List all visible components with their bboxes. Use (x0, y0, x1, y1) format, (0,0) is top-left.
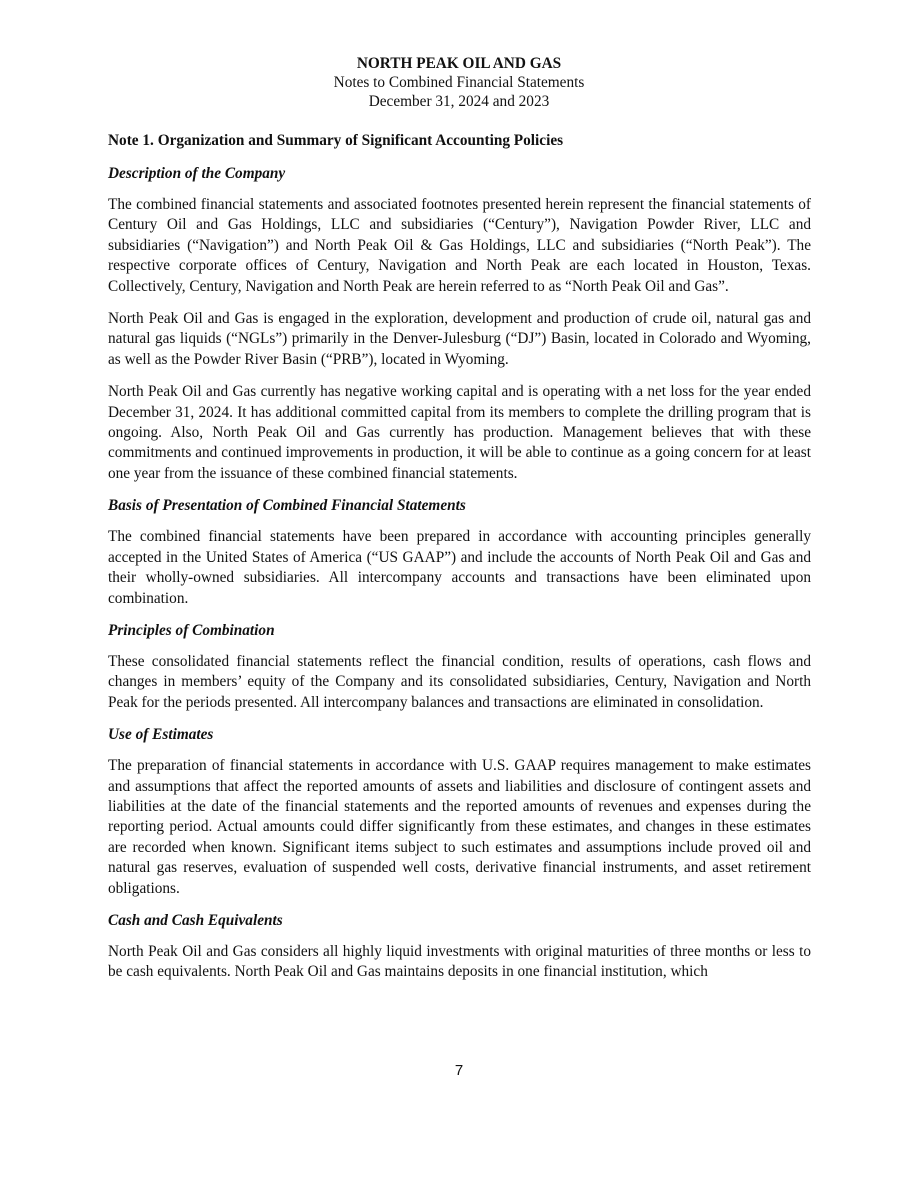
document-header (0, 54, 918, 111)
description-paragraph-3: North Peak Oil and Gas currently has negative working capital and is operating with a net loss for the year ended December 31, 2024. It has additional committed capital from its members to complete the drilling program that is ongoing. Also, North Peak Oil and Gas currently has production. Management believes that with these commitments and continued improvements in production, it will be able to continue as a going concern for at least one year from the issuance of these combined financial statements. (108, 383, 811, 482)
description-paragraph-2: North Peak Oil and Gas is engaged in the exploration, development and production of crude oil, natural gas and natural gas liquids (“NGLs”) primarily in the Denver-Julesburg (“DJ”) Basin, located in Colorado and Wyoming, as well as the Powder River Basin (“PRB”), located in Wyoming. (108, 310, 811, 368)
note-title: Note 1. Organization and Summary of Significant Accounting Policies (108, 132, 564, 149)
reporting-period: December 31, 2024 and 2023 (368, 93, 550, 110)
section-heading-description: Description of the Company (108, 165, 286, 182)
basis-paragraph: The combined financial statements have been prepared in accordance with accounting principles generally accepted in the United States of America (“US GAAP”) and include the accounts of North Peak Oil and Gas and their wholly-owned subsidiaries. All intercompany accounts and transactions have been eliminated upon combination. (108, 528, 811, 607)
section-heading-principles: Principles of Combination (108, 621, 275, 639)
document-subtitle: Notes to Combined Financial Statements (333, 74, 585, 91)
section-heading-cash: Cash and Cash Equivalents (108, 911, 283, 929)
estimates-paragraph: The preparation of financial statements in accordance with U.S. GAAP requires management to make estimates and assumptions that affect the reported amounts of assets and liabilities and disclosure of contingent assets and liabilities at the date of the financial statements and the reported amounts of revenues and expenses during the reporting period. Actual amounts could differ significantly from these estimates, and changes in these estimates are recorded when known. Significant items subject to such estimates and assumptions include proved oil and natural gas reserves, evaluation of suspended well costs, derivative financial instruments, and asset retirement obligations. (108, 757, 811, 897)
section-heading-basis: Basis of Presentation of Combined Financial Statements (108, 497, 466, 515)
section-heading-estimates: Use of Estimates (108, 726, 214, 744)
company-name: NORTH PEAK OIL AND GAS (356, 55, 562, 72)
principles-paragraph: These consolidated financial statements reflect the financial condition, results of operations, cash flows and changes in members’ equity of the Company and its consolidated subsidiaries, Century, Navigation and North Peak for the periods presented. All intercompany balances and transactions are eliminated in consolidation. (108, 652, 811, 711)
document-body (108, 131, 811, 983)
cash-paragraph: North Peak Oil and Gas considers all highly liquid investments with original maturities of three months or less to be cash equivalents. North Peak Oil and Gas maintains deposits in one financial institution, which (108, 942, 811, 981)
page-number: 7 (454, 1062, 464, 1079)
description-paragraph-1: The combined financial statements and associated footnotes presented herein represent the financial statements of Century Oil and Gas Holdings, LLC and subsidiaries (“Century”), Navigation Powder River, LLC and subsidiaries (“Navigation”) and North Peak Oil & Gas Holdings, LLC and subsidiaries (“North Peak”). The respective corporate offices of Century, Navigation and North Peak are each located in Houston, Texas. Collectively, Century, Navigation and North Peak are herein referred to as “North Peak Oil and Gas”. (108, 196, 811, 295)
